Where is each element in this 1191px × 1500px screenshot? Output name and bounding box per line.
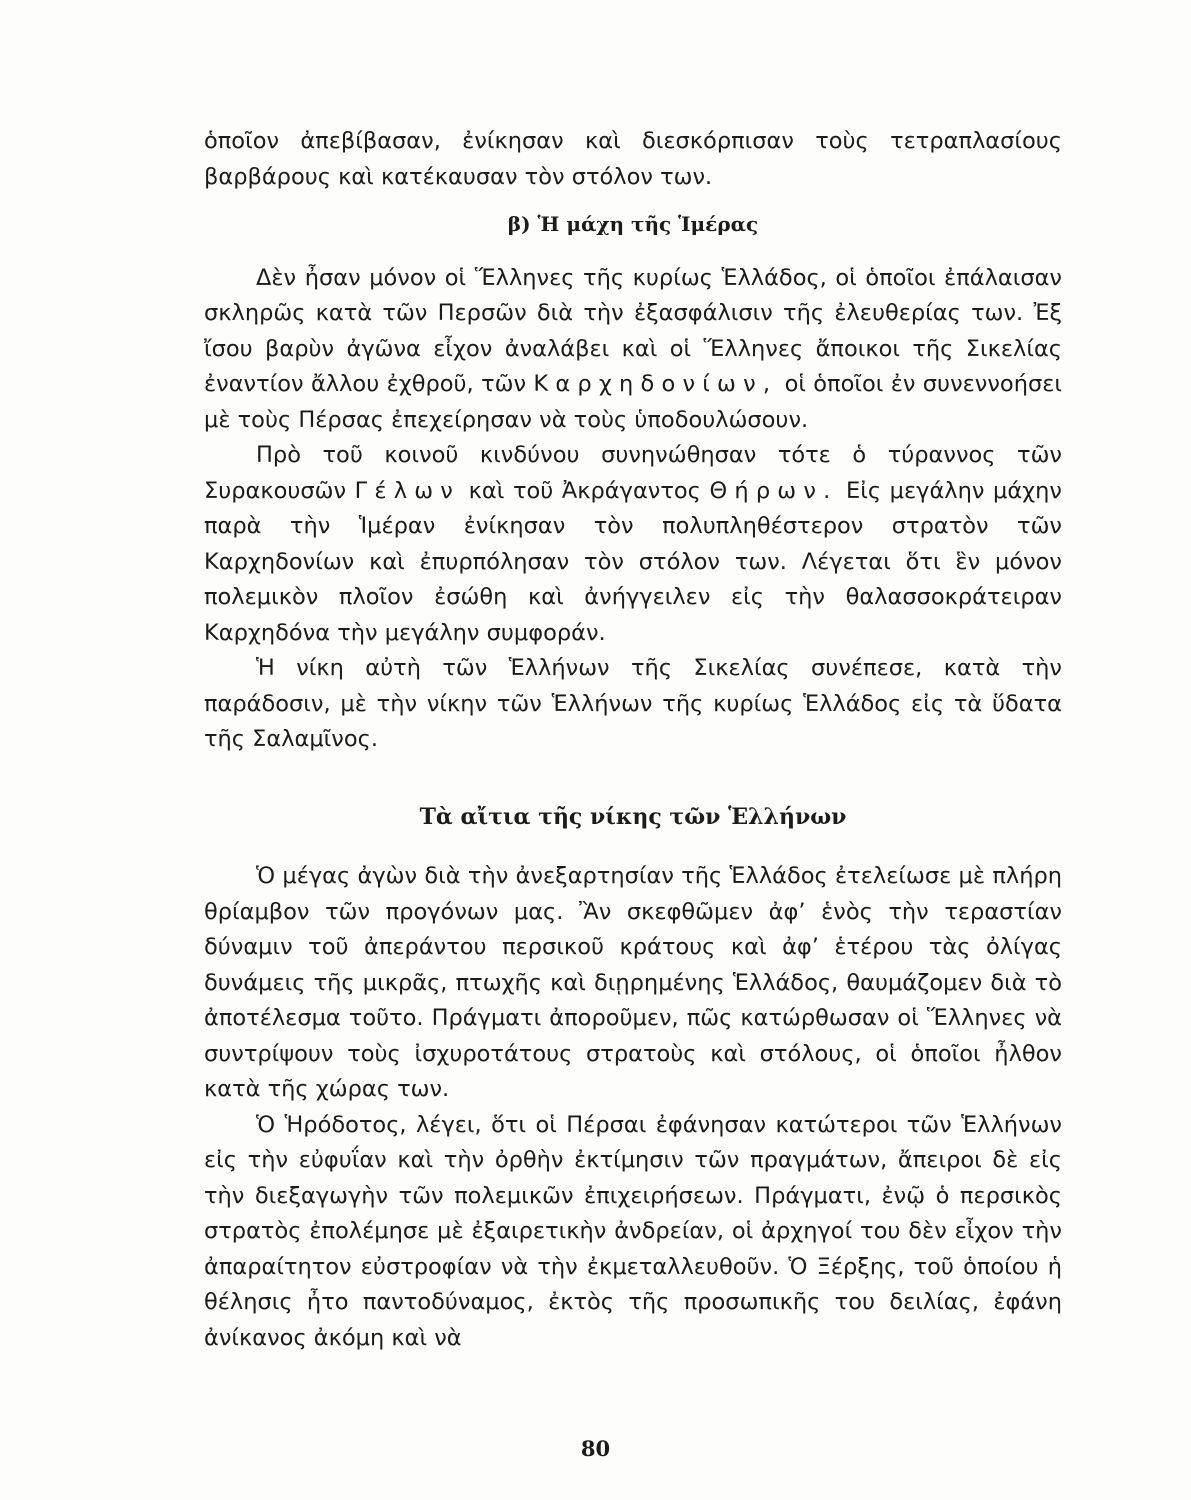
section-subheading: β) Ἡ μάχη τῆς Ἱμέρας [507,212,759,236]
spaced-name-carthaginians: Καρχηδονίων, [533,371,778,397]
paragraph-text: Πρὸ τοῦ κοινοῦ κινδύνου συνηνώθησαν τότε ὁ τύραννος τῶν Συρακουσῶν [204,442,1062,504]
body-text [204,124,1062,1356]
page-number: 80 [580,1436,611,1461]
section-heading: Τὰ αἴτια τῆς νίκης τῶν Ἑλλήνων [419,803,847,830]
spaced-name-gelon: Γέλων [354,477,461,504]
paragraph-text: Δὲν ἦσαν μόνον οἱ Ἕλληνες τῆς κυρίως Ἑλλάδος, οἱ ὁποῖοι ἐπάλαισαν σκληρῶς κατὰ τῶν Περσῶν διὰ τὴν ἐξασφάλισιν τῆς ἐλευθερίας των. Ἐξ ἴσου βαρὺν ἀγῶνα εἶχον ἀναλάβει καὶ οἱ Ἕλληνες ἄποικοι τῆς Σικελίας ἐναντίον ἄλλου ἐχθροῦ, τῶν [204,264,1062,397]
paragraph-text: οἱ ὁποῖοι ἐν συνεννοήσει μὲ τοὺς Πέρσας ἐπεχείρησαν νὰ τοὺς ὑποδουλώσουν. [204,371,1062,433]
paragraph-salamis: Ἡ νίκη αὐτὴ τῶν Ἑλλήνων τῆς Σικελίας συνέπεσε, κατὰ τὴν παράδοσιν, μὲ τὴν νίκην τῶν Ἑλλήνων τῆς κυρίως Ἑλλάδος εἰς τὰ ὕδατα τῆς Σαλαμῖνος. [204,655,1062,752]
paragraph-text: Εἰς μεγάλην μάχην παρὰ τὴν Ἱμέραν ἐνίκησαν τὸν πολυπληθέστερον στρατὸν τῶν Καρχηδονίων καὶ ἐπυρπόλησαν τὸν στόλον των. Λέγεται ὅτι ἓν μόνον πολεμικὸν πλοῖον ἐσώθη καὶ ἀνήγγειλεν εἰς τὴν θαλασσοκράτειραν Καρχηδόνα τὴν μεγάλην συμφοράν. [204,477,1062,646]
paragraph-great-struggle: Ὁ μέγας ἀγὼν διὰ τὴν ἀνεξαρτησίαν τῆς Ἑλλάδος ἐτελείωσε μὲ πλήρη θρίαμβον τῶν προγόνων μας. Ἂν σκεφθῶμεν ἀφ’ ἑνὸς τὴν τεραστίαν δύναμιν τοῦ ἀπεράντου περσικοῦ κράτους καὶ ἀφ’ ἑτέρου τὰς ὀλίγας δυνάμεις τῆς μικρᾶς, πτωχῆς καὶ διῃρημένης Ἑλλάδος, θαυμάζομεν διὰ τὸ ἀποτέλεσμα τοῦτο. Πράγματι ἀποροῦμεν, πῶς κατώρθωσαν οἱ Ἕλληνες νὰ συντρίψουν τοὺς ἰσχυροτάτους στρατοὺς καὶ στόλους, οἱ ὁποῖοι ἦλθον κατὰ τῆς χώρας των. [204,863,1062,1102]
paragraph-text: καὶ τοῦ Ἀκράγαντος [468,477,701,504]
paragraph-continuation: ὁποῖον ἀπεβίβασαν, ἐνίκησαν καὶ διεσκόρπισαν τοὺς τετραπλασίους βαρβάρους καὶ κατέκαυσαν τὸν στόλον των. [204,128,1062,190]
paragraph-herodotus: Ὁ Ἡρόδοτος, λέγει, ὅτι οἱ Πέρσαι ἐφάνησαν κατώτεροι τῶν Ἑλλήνων εἰς τὴν εὐφυΐαν καὶ τὴν ὀρθὴν ἐκτίμησιν τῶν πραγμάτων, ἄπειροι δὲ εἰς τὴν διεξαγωγὴν τῶν πολεμικῶν ἐπιχειρήσεων. Πράγματι, ἐνῷ ὁ περσικὸς στρατὸς ἐπολέμησε μὲ ἐξαιρετικὴν ἀνδρείαν, οἱ ἀρχηγοί του δὲν εἶχον τὴν ἀπαραίτητον εὐστροφίαν νὰ τὴν ἐκμεταλλευθοῦν. Ὁ Ξέρξης, τοῦ ὁποίου ἡ θέλησις ἦτο παντοδύναμος, ἐκτὸς τῆς προσωπικῆς του δειλίας, ἐφάνη ἀνίκανος ἀκόμη καὶ νὰ [204,1111,1062,1351]
spaced-name-theron: Θήρων. [709,477,838,504]
paragraph-carthaginians [204,261,1062,439]
paragraph-gelon-theron [204,438,1062,651]
